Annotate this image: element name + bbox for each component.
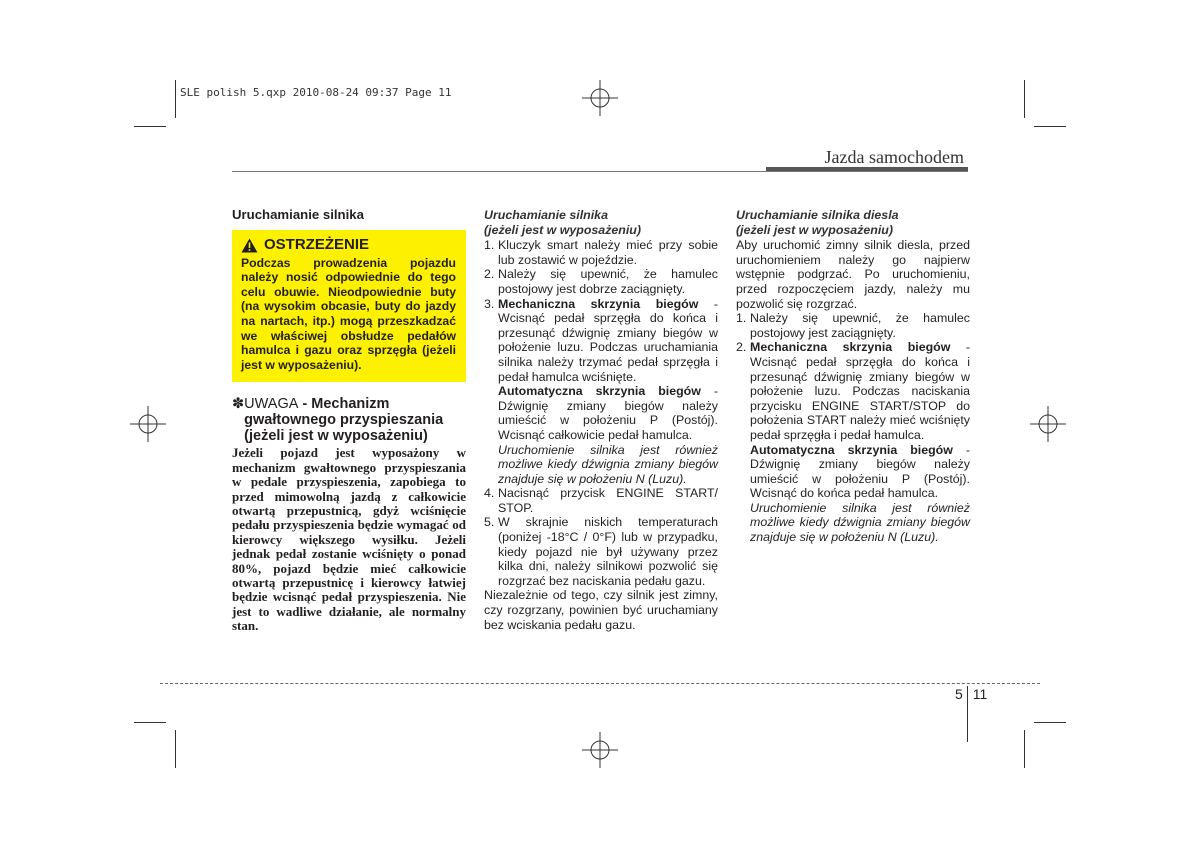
closing-paragraph: Niezależnie od tego, czy silnik jest zimny, czy rozgrzany, powinien być uruchamiany bez wciskania pedału gazu.: [484, 588, 718, 632]
subhead-line-2: (jeżeli jest w wyposażeniu): [736, 222, 893, 237]
caution-star-icon: ✽: [232, 396, 245, 413]
crop-mark: [1024, 730, 1025, 768]
automatic-gearbox-text: [484, 384, 718, 442]
warning-title-text: OSTRZEŻENIE: [264, 235, 370, 253]
list-item: [736, 340, 970, 442]
automatic-gearbox-text: [736, 443, 970, 501]
warning-box: [232, 230, 466, 383]
item-number: 1.: [484, 238, 495, 253]
automatic-label: Automatyczna skrzynia biegów: [750, 442, 953, 457]
list-item: [484, 515, 718, 588]
item-number: 2.: [484, 267, 495, 282]
section-title: Jazda samochodem: [824, 147, 964, 167]
caution-heading: [232, 396, 466, 444]
item-number: 5.: [484, 515, 495, 530]
item-body: - Wcisnąć pedał sprzęgła do końca i przesunąć dźwignię zmiany biegów w położenie luzu. Podczas uruchamiania silnika należy trzymać pedał sprzęgła i pedał hamulca wciśnięte.: [498, 296, 718, 384]
warning-title: [241, 235, 456, 253]
item-number: 1.: [736, 311, 747, 326]
column-2: [484, 208, 718, 632]
footer-dotted-rule: [160, 683, 1040, 684]
item-text: Nacisnąć przycisk ENGINE START/ STOP.: [498, 486, 718, 515]
crop-mark: [1034, 722, 1066, 723]
automatic-body: - Dźwignię zmiany biegów należy umieścić w położeniu P (Postój). Wcisnąć do końca pedał hamulca.: [750, 442, 971, 501]
automatic-note: Uruchomienie silnika jest również możliwe kiedy dźwignia zmiany biegów znajduje się w położeniu N (Luzu).: [498, 442, 718, 486]
page-number: [955, 686, 987, 702]
print-slug: SLE polish 5.qxp 2010-08-24 09:37 Page 11: [180, 86, 452, 99]
item-text: [498, 297, 718, 385]
subhead-line-1: Uruchamianie silnika diesla: [736, 208, 899, 222]
item-number: 2.: [736, 340, 747, 355]
automatic-label: Automatyczna skrzynia biegów: [498, 384, 701, 399]
caution-subtitle: - Mechanizm gwałtownego przyspieszania (jeżeli jest w wyposażeniu): [244, 396, 444, 445]
registration-mark-icon: [582, 80, 618, 116]
item-text: Kluczyk smart należy mieć przy sobie lub zostawić w pojeździe.: [498, 238, 718, 267]
subhead-line-1: Uruchamianie silnika: [484, 208, 608, 222]
column-3: [736, 208, 970, 545]
crop-mark: [134, 722, 166, 723]
caution-label: UWAGA: [244, 396, 299, 413]
item-bold-label: Mechaniczna skrzynia biegów: [498, 296, 699, 311]
item-text: [750, 340, 970, 442]
crop-mark: [1024, 80, 1025, 118]
item-bold-label: Mechaniczna skrzynia biegów: [750, 340, 951, 355]
item-number: 4.: [484, 486, 495, 501]
subhead-line-2: (jeżeli jest w wyposażeniu): [484, 222, 641, 237]
registration-mark-icon: [130, 406, 166, 442]
item-number: 3.: [484, 296, 495, 311]
list-item: [736, 311, 970, 340]
item-text: Należy się upewnić, że hamulec postojowy jest zaciągnięty.: [750, 311, 970, 340]
column-1: [232, 208, 466, 634]
item-text: Należy się upewnić, że hamulec postojowy jest dobrze zaciągnięty.: [498, 267, 718, 296]
header-rule: [232, 171, 968, 172]
item-text: W skrajnie niskich temperaturach (poniżej -18°C / 0°F) lub w przypadku, kiedy pojazd nie był używany przez kilka dni, należy silnikowi pozwolić się rozgrzać bez naciskania pedału gazu.: [498, 515, 718, 588]
registration-mark-icon: [1030, 406, 1066, 442]
caution-body: Jeżeli pojazd jest wyposażony w mechanizm gwałtownego przyspieszania w pedale przyspieszenia, zapobiega to przed mimowolną jazdą z całkowicie otwartą przepustnicą, gdyż wciśnięcie pedału przyspieszenia będzie wymagać od kierowcy większego wysiłku. Jeżeli jednak pedał zostanie wciśnięty o ponad 80%, pojazd będzie mieć całkowicie otwartą przepustnicę i kierowcy łatwiej będzie wcisnąć pedał przyspieszenia. Nie jest to wadliwe działanie, ale normalny stan.: [232, 445, 466, 634]
list-item: [484, 267, 718, 296]
column-3-subhead: [736, 208, 970, 237]
automatic-note: Uruchomienie silnika jest również możliwe kiedy dźwignia zmiany biegów znajduje się w położeniu N (Luzu).: [750, 500, 970, 545]
crop-mark: [175, 80, 176, 118]
page-number-value: 11: [972, 686, 988, 702]
warning-body: Podczas prowadzenia pojazdu należy nosić odpowiednie do tego celu obuwie. Nieodpowiednie buty (na wysokim obcasie, buty do jazdy na nartach, itp.) mogą przeszkadzać we właściwej obsłudze pedałów hamulca i gazu oraz sprzęgła (jeżeli jest w wyposażeniu).: [241, 255, 456, 372]
page-number-divider: [967, 686, 968, 742]
column-2-subhead: [484, 208, 718, 237]
list-item: [484, 297, 718, 385]
warning-triangle-icon: [241, 238, 258, 253]
crop-mark: [1034, 126, 1066, 127]
intro-paragraph: Aby uruchomić zimny silnik diesla, przed uruchomieniem należy go najpierw wstępnie podgrzać. Po uruchomieniu, przed rozpoczęciem jazdy, należy mu pozwolić się rozgrzać.: [736, 238, 970, 311]
item-body: - Wcisnąć pedał sprzęgła do końca i przesunąć dźwignię zmiany biegów w położenie luzu. Podczas naciskania przycisku ENGINE START/STOP do położenia START należy mieć wciśnięty pedał sprzęgła i pedał hamulca.: [750, 340, 970, 442]
registration-mark-icon: [582, 732, 618, 768]
list-item: [484, 486, 718, 515]
list-item: [484, 238, 718, 267]
chapter-number: 5: [955, 686, 963, 702]
crop-mark: [134, 126, 166, 127]
crop-mark: [175, 730, 176, 768]
column-1-title: Uruchamianie silnika: [232, 207, 364, 222]
automatic-body: - Dźwignię zmiany biegów należy umieścić w położeniu P (Postój). Wcisnąć całkowicie pedał hamulca.: [498, 384, 719, 442]
